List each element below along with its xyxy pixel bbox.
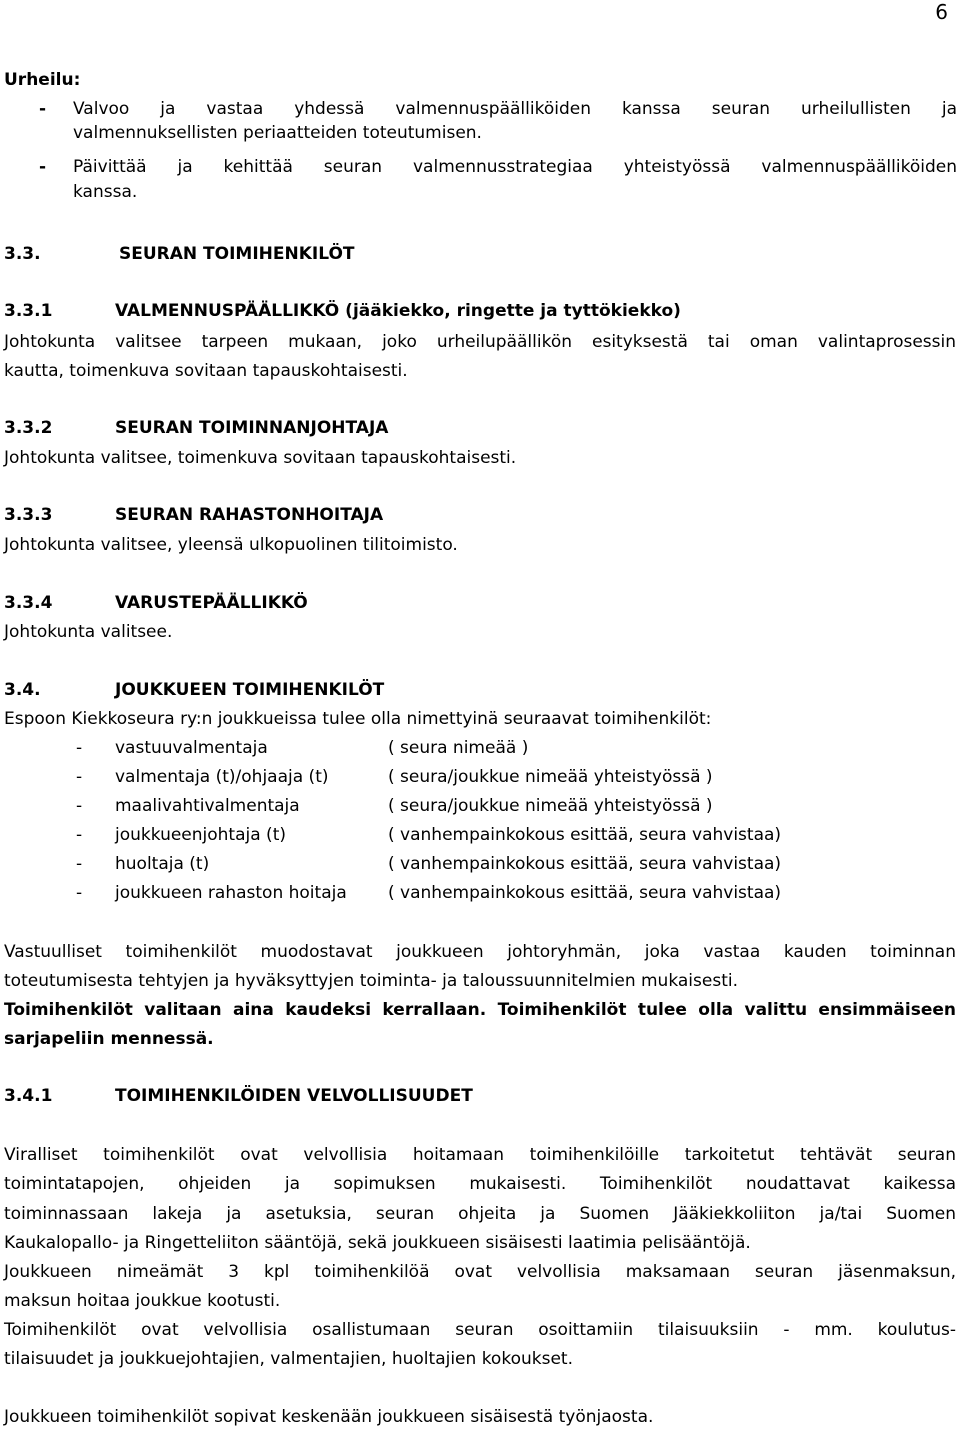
paragraph-line: Vastuulliset toimihenkilöt muodostavat joukkueen johtoryhmän, joka vastaa kauden toiminnan — [4, 942, 956, 962]
paragraph-line: Toimihenkilöt ovat velvollisia osallistumaan seuran osoittamiin tilaisuuksiin - mm. koulutus- — [4, 1320, 956, 1340]
section-heading-3-3-4 — [0, 591, 960, 615]
section-title: JOUKKUEEN TOIMIHENKILÖT — [115, 680, 385, 700]
role-name: joukkueen rahaston hoitaja — [115, 883, 347, 903]
section-number: 3.3.2 — [4, 418, 53, 438]
section-heading-3-4 — [0, 678, 960, 702]
urheilu-bullet-2 — [0, 155, 960, 179]
role-dash: - — [76, 767, 83, 787]
role-name: joukkueenjohtaja (t) — [115, 825, 286, 845]
page-number: 6 — [935, 0, 948, 24]
role-name: maalivahtivalmentaja — [115, 796, 300, 816]
paragraph-line: Viralliset toimihenkilöt ovat velvollisia hoitamaan toimihenkilöille tarkoitetut tehtävät seuran — [4, 1145, 956, 1165]
bullet-dash: - — [39, 157, 47, 177]
paragraph-line: Kaukalopallo- ja Ringetteliiton sääntöjä, sekä joukkueen sisäisesti laatimia pelisääntöjä. — [4, 1233, 751, 1253]
section-number: 3.3. — [4, 244, 41, 264]
paragraph-line: kautta, toimenkuva sovitaan tapauskohtaisesti. — [4, 361, 408, 381]
paragraph-line: Espoon Kiekkoseura ry:n joukkueissa tulee olla nimettyinä seuraavat toimihenkilöt: — [4, 709, 712, 729]
role-dash: - — [76, 883, 83, 903]
section-title: TOIMIHENKILÖIDEN VELVOLLISUUDET — [115, 1086, 473, 1106]
section-number: 3.4.1 — [4, 1086, 53, 1106]
bullet-dash: - — [39, 99, 47, 119]
paragraph-line: toiminnassaan lakeja ja asetuksia, seuran ohjeita ja Suomen Jääkiekkoliiton ja/tai Suomen — [4, 1204, 956, 1224]
role-row — [0, 881, 960, 905]
paragraph-line: Joukkueen toimihenkilöt sopivat keskenään joukkueen sisäisestä työnjaosta. — [4, 1407, 654, 1427]
section-title: VALMENNUSPÄÄLLIKKÖ (jääkiekko, ringette ja tyttökiekko) — [115, 301, 681, 321]
section-heading-3-3-2 — [0, 416, 960, 440]
section-heading-3-3-3 — [0, 503, 960, 527]
role-row — [0, 736, 960, 760]
paragraph-line: Johtokunta valitsee, toimenkuva sovitaan tapauskohtaisesti. — [4, 448, 517, 468]
paragraph-line: Johtokunta valitsee. — [4, 622, 173, 642]
role-row — [0, 852, 960, 876]
role-note: ( seura/joukkue nimeää yhteistyössä ) — [388, 796, 713, 816]
role-dash: - — [76, 854, 83, 874]
paragraph-line: Joukkueen nimeämät 3 kpl toimihenkilöä ovat velvollisia maksamaan seuran jäsenmaksun, — [4, 1262, 956, 1282]
section-number: 3.3.3 — [4, 505, 53, 525]
bullet-text-cont: valmennuksellisten periaatteiden toteutumisen. — [73, 123, 482, 143]
role-name: huoltaja (t) — [115, 854, 210, 874]
role-note: ( vanhempainkokous esittää, seura vahvistaa) — [388, 825, 782, 845]
paragraph-line: Johtokunta valitsee, yleensä ulkopuolinen tilitoimisto. — [4, 535, 458, 555]
paragraph-line: Johtokunta valitsee tarpeen mukaan, joko urheilupäällikön esityksestä tai oman valintaprosessin — [4, 332, 956, 352]
role-note: ( seura nimeää ) — [388, 738, 529, 758]
urheilu-heading: Urheilu: — [4, 70, 81, 90]
role-dash: - — [76, 738, 83, 758]
section-number: 3.3.4 — [4, 593, 53, 613]
paragraph-line: tilaisuudet ja joukkuejohtajien, valmentajien, huoltajien kokoukset. — [4, 1349, 573, 1369]
section-title: VARUSTEPÄÄLLIKKÖ — [115, 593, 308, 613]
section-heading-3-3 — [0, 242, 960, 266]
section-title: SEURAN TOIMIHENKILÖT — [119, 244, 355, 264]
paragraph-line-bold: Toimihenkilöt valitaan aina kaudeksi kerrallaan. Toimihenkilöt tulee olla valittu ensimmäiseen — [4, 1000, 956, 1020]
role-name: valmentaja (t)/ohjaaja (t) — [115, 767, 329, 787]
role-dash: - — [76, 825, 83, 845]
section-heading-3-3-1 — [0, 299, 960, 323]
paragraph-line: maksun hoitaa joukkue kootusti. — [4, 1291, 281, 1311]
role-note: ( seura/joukkue nimeää yhteistyössä ) — [388, 767, 713, 787]
paragraph-line-bold: sarjapeliin mennessä. — [4, 1029, 214, 1049]
section-title: SEURAN RAHASTONHOITAJA — [115, 505, 384, 525]
urheilu-bullet-1 — [0, 97, 960, 121]
role-name: vastuuvalmentaja — [115, 738, 268, 758]
role-dash: - — [76, 796, 83, 816]
section-title: SEURAN TOIMINNANJOHTAJA — [115, 418, 389, 438]
bullet-text: Päivittää ja kehittää seuran valmennusstrategiaa yhteistyössä valmennuspäälliköiden — [73, 157, 957, 177]
role-row — [0, 794, 960, 818]
role-note: ( vanhempainkokous esittää, seura vahvistaa) — [388, 883, 782, 903]
bullet-text: Valvoo ja vastaa yhdessä valmennuspäälliköiden kanssa seuran urheilullisten ja — [73, 99, 957, 119]
paragraph-line: toimintatapojen, ohjeiden ja sopimuksen mukaisesti. Toimihenkilöt noudattavat kaikessa — [4, 1174, 956, 1194]
section-heading-3-4-1 — [0, 1084, 960, 1108]
role-row — [0, 823, 960, 847]
paragraph-line: toteutumisesta tehtyjen ja hyväksyttyjen toiminta- ja taloussuunnitelmien mukaisesti. — [4, 971, 738, 991]
section-number: 3.4. — [4, 680, 41, 700]
section-number: 3.3.1 — [4, 301, 53, 321]
role-note: ( vanhempainkokous esittää, seura vahvistaa) — [388, 854, 782, 874]
role-row — [0, 765, 960, 789]
bullet-text-cont: kanssa. — [73, 182, 138, 202]
